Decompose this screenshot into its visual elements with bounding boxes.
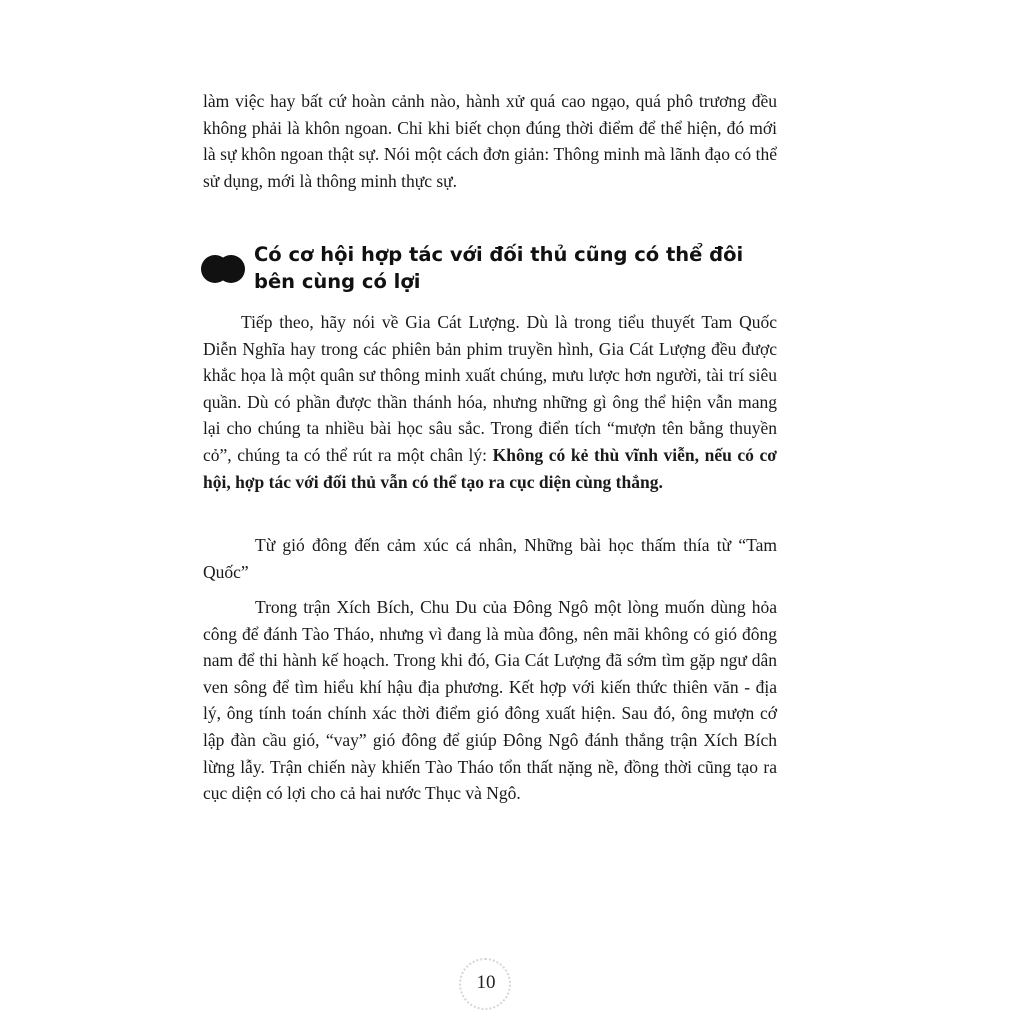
body-paragraph-3: Trong trận Xích Bích, Chu Du của Đông Ngô một lòng muốn dùng hỏa công để đánh Tào Tháo, nhưng vì đang là mùa đông, nên mãi không có gió đông nam để thi hành kế hoạch. Trong khi đó, Gia Cát Lượng đã sớm tìm gặp ngư dân ven sông để tìm hiểu khí hậu địa phương. Kết hợp với kiến thức thiên văn - địa lý, ông tính toán chính xác thời điểm gió đông xuất hiện. Sau đó, ông mượn cớ lập đàn cầu gió, “vay” gió đông để giúp Đông Ngô đánh thắng trận Xích Bích lừng lẫy. Trận chiến này khiến Tào Tháo tổn thất nặng nề, đồng thời cũng tạo ra cục diện có lợi cho cả hai nước Thục và Ngô. — [203, 597, 777, 804]
intro-paragraph: làm việc hay bất cứ hoàn cảnh nào, hành xử quá cao ngạo, quá phô trương đều không phải là khôn ngoan. Chỉ khi biết chọn đúng thời điểm để thể hiện, đó mới là sự khôn ngoan thật sự. Nói một cách đơn giản: Thông minh mà lãnh đạo có thể sử dụng, mới là thông minh thực sự. — [203, 91, 777, 191]
body-paragraph-1 — [203, 309, 777, 495]
page-number: 10 — [476, 972, 496, 993]
page-number-badge — [455, 956, 517, 1012]
paragraph-1-text: Tiếp theo, hãy nói về Gia Cát Lượng. Dù là trong tiểu thuyết Tam Quốc Diễn Nghĩa hay trong các phiên bản phim truyền hình, Gia Cát Lượng đều được khắc họa là một quân sư thông minh xuất chúng, mưu lược hơn người, tài trí siêu quần. Dù có phần được thần thánh hóa, nhưng những gì ông thể hiện vẫn mang lại cho chúng ta nhiều bài học sâu sắc. Trong điển tích “mượn tên bằng thuyền cỏ”, chúng ta có thể rút ra một chân lý: — [203, 312, 777, 465]
paragraph-1-bold-text: Không có kẻ thù vĩnh viễn, nếu có cơ hội, hợp tác với đối thủ vẫn có thể tạo ra cục diện cùng thắng. — [203, 444, 777, 492]
section-heading-block — [201, 241, 781, 301]
double-dot-bullet-icon — [201, 255, 245, 283]
section-heading: Có cơ hội hợp tác với đối thủ cũng có thể đôi bên cùng có lợi — [254, 243, 744, 293]
body-paragraph-2: Từ gió đông đến cảm xúc cá nhân, Những bài học thấm thía từ “Tam Quốc” — [203, 535, 777, 582]
